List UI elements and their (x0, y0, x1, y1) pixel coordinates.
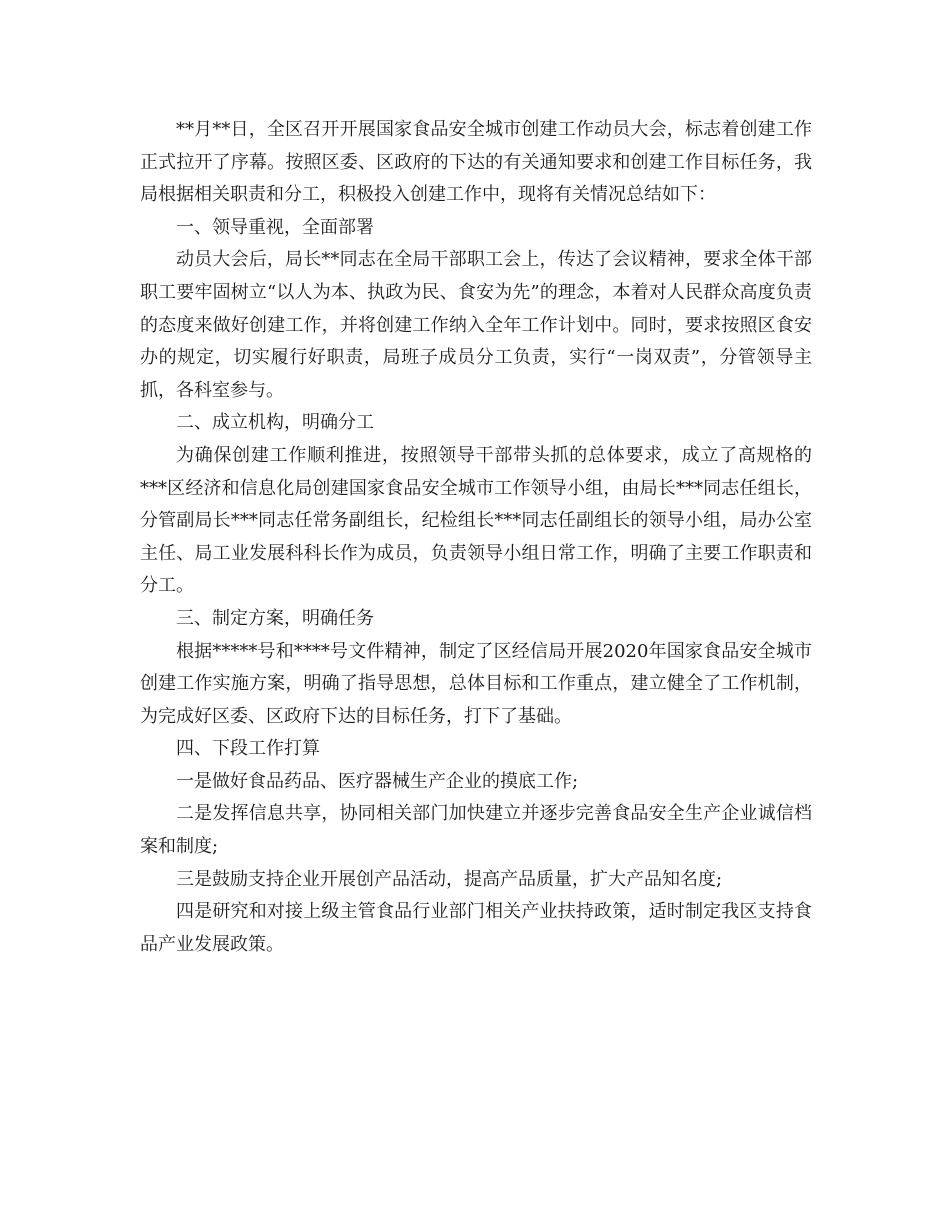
section-1-paragraph: 动员大会后，局长**同志在全局干部职工会上，传达了会议精神，要求全体干部职工要牢固树立“以人为本、执政为民、食安为先”的理念，本着对人民群众高度负责的态度来做好创建工作，并将创建工作纳入全年工作计划中。同时，要求按照区食安办的规定，切实履行好职责，局班子成员分工负责，实行“一岗双责”，分管领导主抓，各科室参与。 (140, 249, 812, 401)
plan-item-2: 二是发挥信息共享，协同相关部门加快建立并逐步完善食品安全生产企业诚信档案和制度; (140, 803, 812, 858)
plan-item-3: 三是鼓励支持企业开展创产品活动，提高产品质量，扩大产品知名度; (176, 868, 723, 890)
section-2-paragraph: 为确保创建工作顺利推进，按照领导干部带头抓的总体要求，成立了高规格的***区经济和信息化局创建国家食品安全城市工作领导小组，由局长***同志任组长，分管副局长***同志任常务副组长，纪检组长***同志任副组长的领导小组，局办公室主任、局工业发展科科长作为成员，负责领导小组日常工作，明确了主要工作职责和分工。 (140, 444, 812, 597)
plan-item-4: 四是研究和对接上级主管食品行业部门相关产业扶持政策，适时制定我区支持食品产业发展政策。 (140, 901, 812, 955)
section-4-heading: 四、下段工作打算 (176, 738, 320, 760)
intro-paragraph: **月**日，全区召开开展国家食品安全城市创建工作动员大会，标志着创建工作正式拉开了序幕。按照区委、区政府的下达的有关通知要求和创建工作目标任务，我局根据相关职责和分工，积极投入创建工作中，现将有关情况总结如下： (140, 119, 812, 206)
document-page (140, 114, 812, 961)
section-3-heading: 三、制定方案，明确任务 (176, 607, 374, 629)
section-2-heading: 二、成立机构，明确分工 (176, 412, 374, 434)
plan-item-1: 一是做好食品药品、医疗器械生产企业的摸底工作; (176, 770, 579, 792)
section-3-paragraph: 根据*****号和****号文件精神，制定了区经信局开展2020年国家食品安全城市创建工作实施方案，明确了指导思想，总体目标和工作重点，建立健全了工作机制，为完成好区委、区政府下达的目标任务，打下了基础。 (140, 640, 812, 727)
section-1-heading: 一、领导重视，全面部署 (176, 216, 374, 238)
